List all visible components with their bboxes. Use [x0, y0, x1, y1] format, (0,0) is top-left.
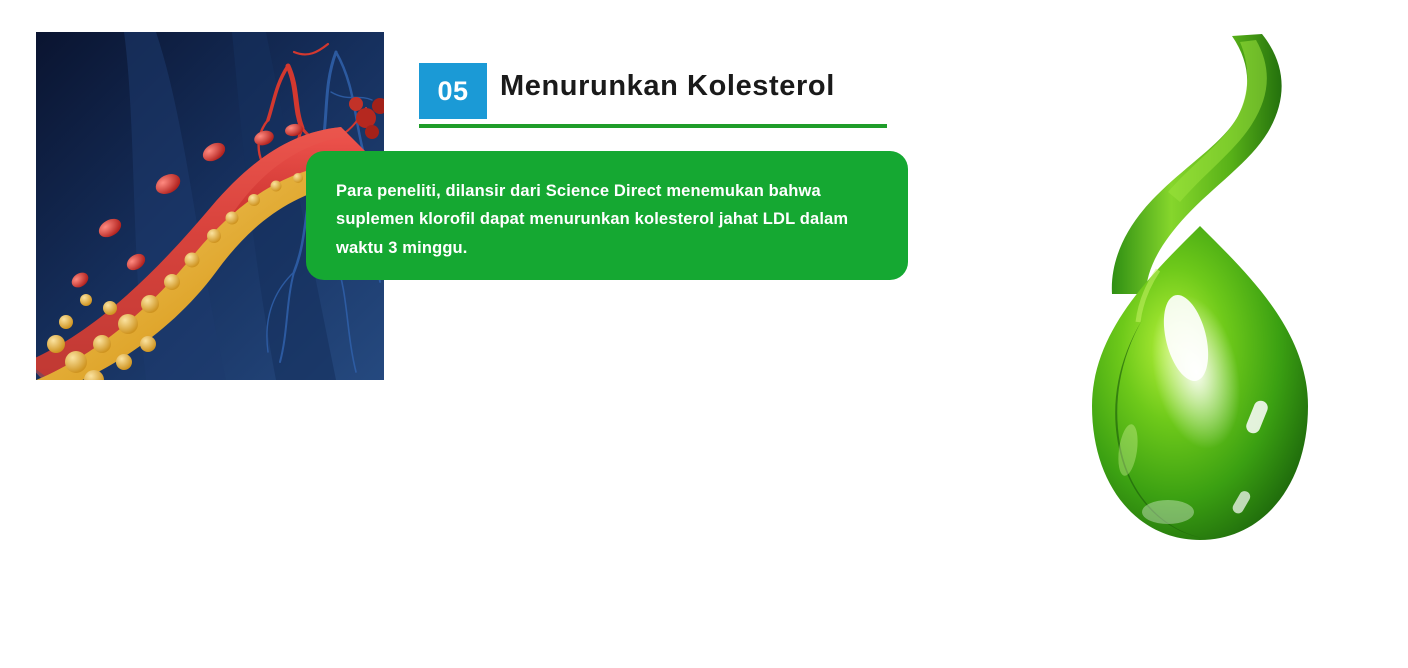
page-title: Menurunkan Kolesterol: [500, 70, 835, 102]
title-underline: [419, 124, 887, 128]
callout-box: [306, 151, 908, 280]
chlorophyll-droplet-image: [1000, 20, 1400, 600]
step-number-badge: 05: [419, 63, 487, 119]
callout-text: Para peneliti, dilansir dari Science Direct menemukan bahwa suplemen klorofil dapat menurunkan kolesterol jahat LDL dalam waktu 3 minggu.: [336, 182, 849, 257]
